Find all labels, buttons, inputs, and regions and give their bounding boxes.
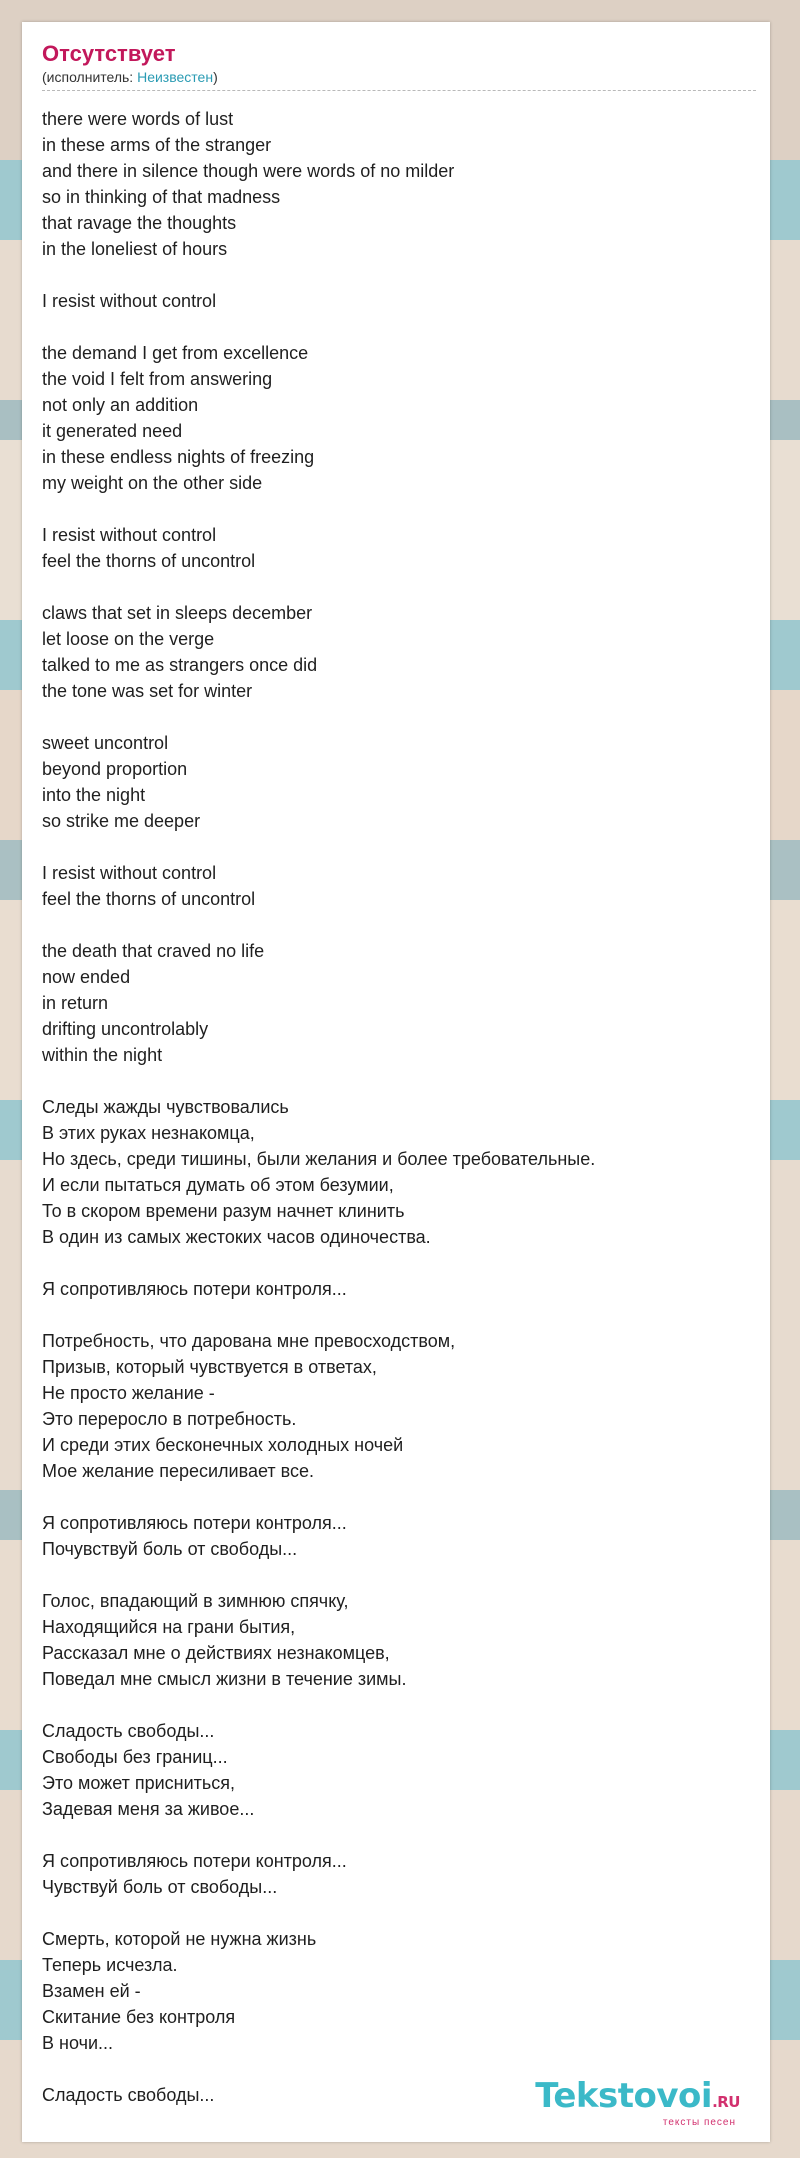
- artist-prefix: (исполнитель:: [42, 69, 138, 85]
- artist-line: [42, 68, 756, 86]
- artist-link[interactable]: Неизвестен: [137, 69, 214, 85]
- song-header: [42, 40, 756, 91]
- logo-tagline: тексты песен: [662, 2117, 736, 2128]
- song-title: Отсутствует: [42, 41, 176, 66]
- lyrics-page: [22, 22, 770, 2142]
- logo-domain: .RU: [712, 2093, 740, 2111]
- artist-suffix: ): [213, 69, 218, 85]
- logo-name: Tekstovoi: [535, 2076, 713, 2116]
- site-logo[interactable]: [535, 2078, 740, 2128]
- lyrics-text: there were words of lust in these arms of the stranger and there in silence though were words of no milder so in thinking of that madness that ravage the thoughts in the loneliest of hours I resist without control the demand I get from excellence the void I felt from answering not only an addition it generated need in these endless nights of freezing my weight on the other side I resist without control feel the thorns of uncontrol claws that set in sleeps december let loose on the verge talked to me as strangers once did the tone was set for winter sweet uncontrol beyond proportion into the night so strike me deeper I resist without control feel the thorns of uncontrol the death that craved no life now ended in return drifting uncontrolably within the night Следы жажды чувствовались В этих руках незнакомца, Но здесь, среди тишины, были желания и более требовательные. И если пытаться думать об этом безумии, То в скором времени разум начнет клинить В один из самых жестоких часов одиночества. Я сопротивляюсь потери контроля... Потребность, что дарована мне превосходством, Призыв, который чувствуется в ответах, Не просто желание - Это переросло в потребность. И среди этих бесконечных холодных ночей Мое желание пересиливает все. Я сопротивляюсь потери контроля... Почувствуй боль от свободы... Голос, впадающий в зимнюю спячку, Находящийся на грани бытия, Рассказал мне о действиях незнакомцев, Поведал мне смысл жизни в течение зимы. Сладость свободы... Свободы без границ... Это может присниться, Задевая меня за живое... Я сопротивляюсь потери контроля... Чувствуй боль от свободы... Смерть, которой не нужна жизнь Теперь исчезла. Взамен ей - Скитание без контроля В ночи... Сладость свободы...: [42, 109, 596, 2105]
